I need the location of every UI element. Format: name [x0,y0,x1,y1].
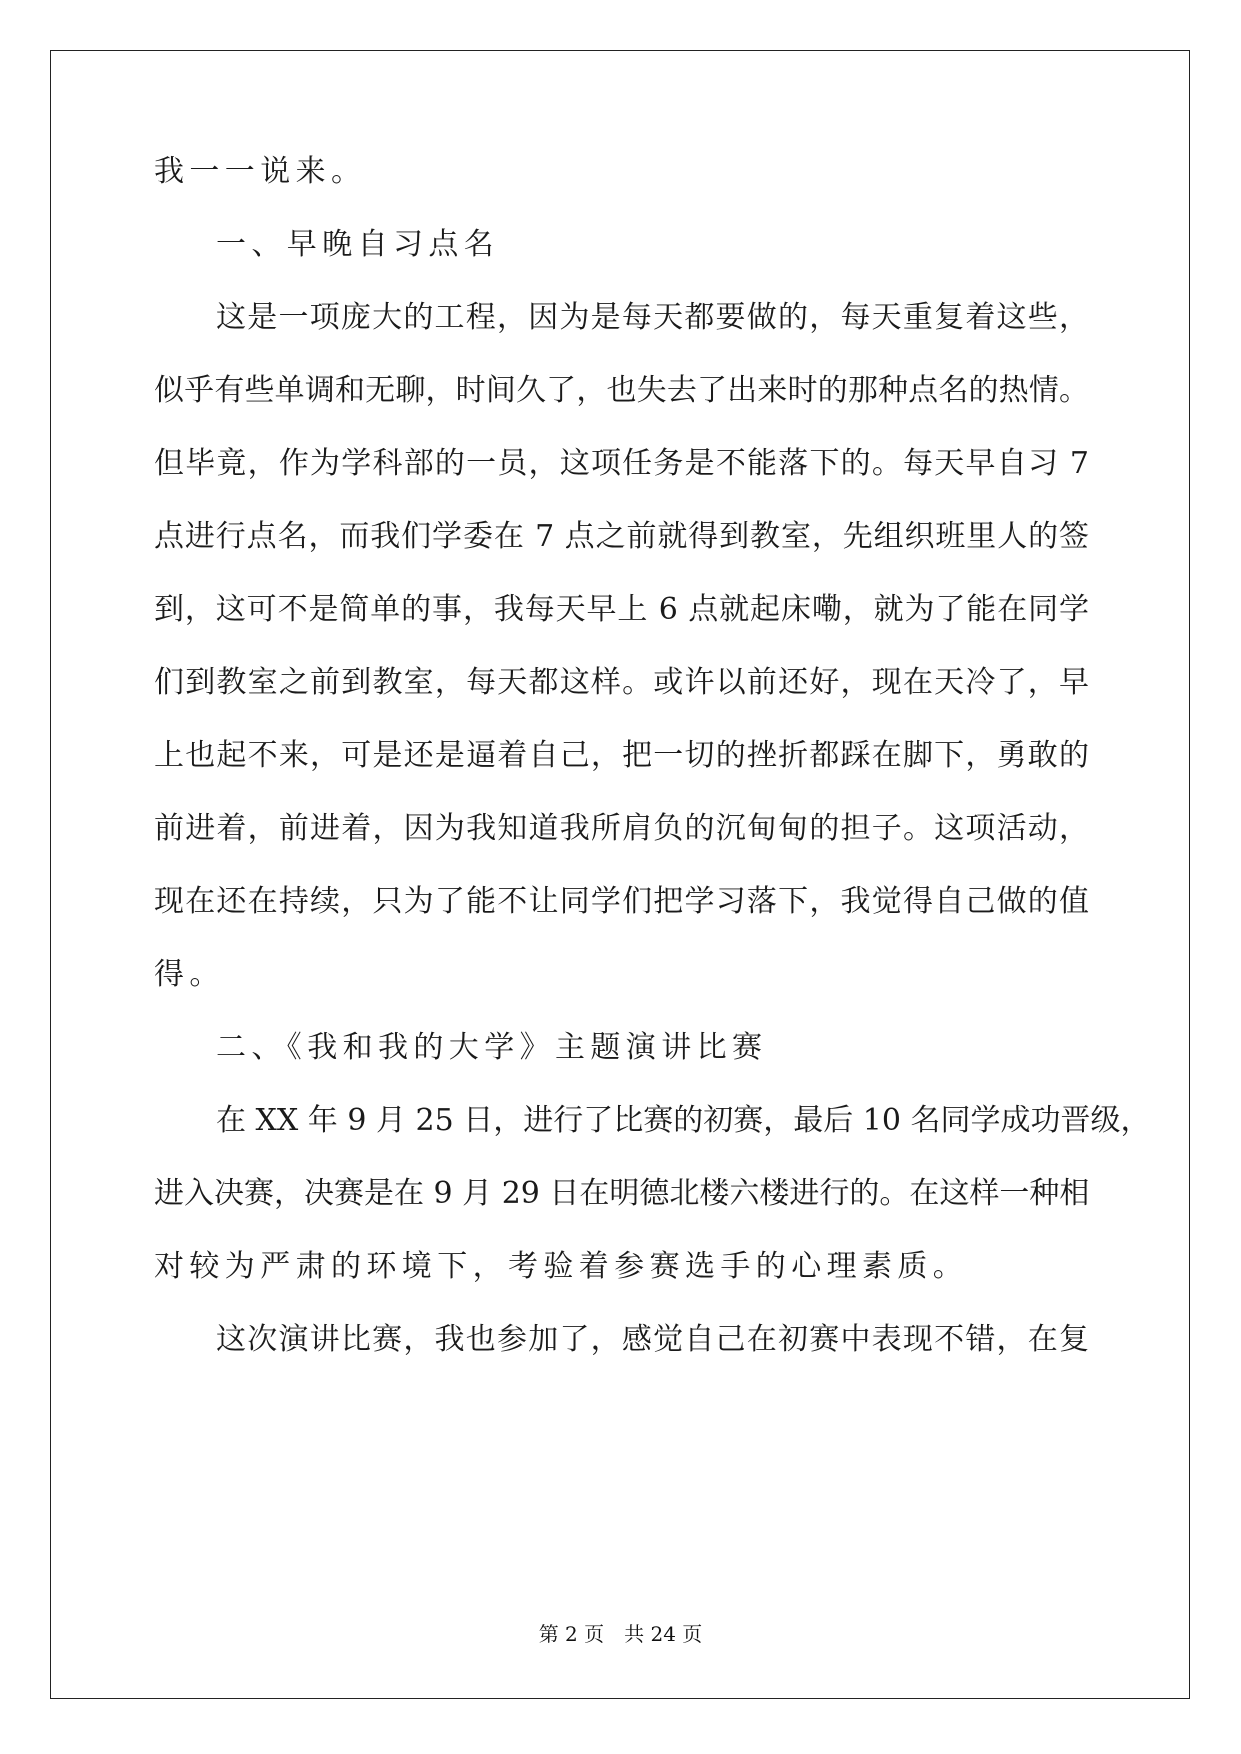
text-line: 我一一说来。 [154,154,367,189]
page-number-footer: 第 2 页 共 24 页 [538,1622,703,1646]
text-line: 得。 [154,957,225,992]
section-heading: 一、早晚自习点名 [216,227,500,262]
section-heading: 二、《我和我的大学》主题演讲比赛 [216,1030,768,1065]
text-line: 点进行点名，而我们学委在 7 点之前就得到教室，先组织班里人的签 [154,519,1089,554]
text-line: 上也起不来，可是还是逼着自己，把一切的挫折都踩在脚下，勇敢的 [154,738,1089,773]
text-line: 似乎有些单调和无聊，时间久了，也失去了出来时的那种点名的热情。 [154,373,1089,408]
text-line: 前进着，前进着，因为我知道我所肩负的沉甸甸的担子。这项活动， [154,811,1089,846]
text-line: 这次演讲比赛，我也参加了，感觉自己在初赛中表现不错，在复 [216,1322,1089,1357]
text-line: 但毕竟，作为学科部的一员，这项任务是不能落下的。每天早自习 7 [154,446,1089,481]
text-line: 到，这可不是简单的事，我每天早上 6 点就起床嘞，就为了能在同学 [154,592,1089,627]
text-line: 进入决赛，决赛是在 9 月 29 日在明德北楼六楼进行的。在这样一种相 [154,1176,1090,1211]
text-line: 们到教室之前到教室，每天都这样。或许以前还好，现在天冷了，早 [154,665,1089,700]
text-line: 现在还在持续，只为了能不让同学们把学习落下，我觉得自己做的值 [154,884,1089,919]
text-line: 对较为严肃的环境下，考验着参赛选手的心理素质。 [154,1249,969,1284]
text-line: 这是一项庞大的工程，因为是每天都要做的，每天重复着这些， [216,300,1089,335]
text-line: 在 XX 年 9 月 25 日，进行了比赛的初赛，最后 10 名同学成功晋级， [216,1103,1151,1138]
